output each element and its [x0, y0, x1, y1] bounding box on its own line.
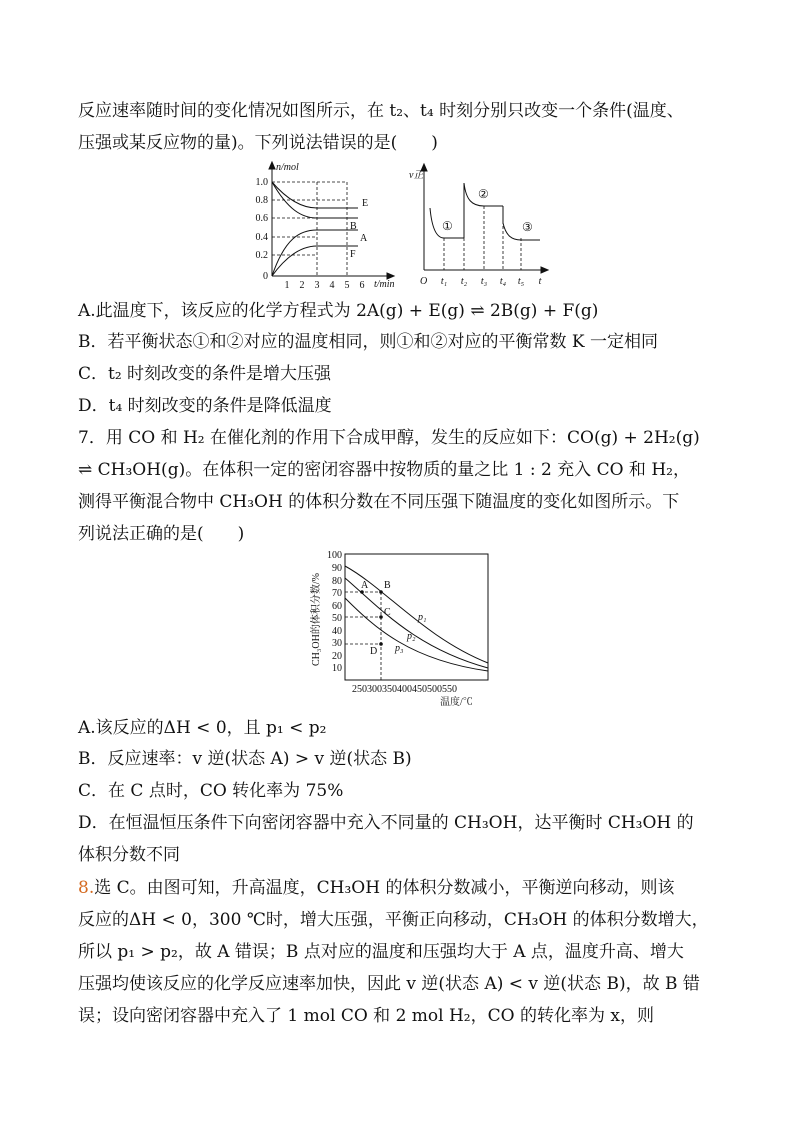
fig3-ytick: 80 [332, 576, 342, 587]
fig1-ytick: 1.0 [255, 177, 268, 188]
fig1-ytick: 0.4 [255, 232, 268, 243]
fig3-point-label: B [384, 580, 391, 591]
fig2-state-label: ③ [522, 220, 533, 234]
fig2-origin: O [420, 276, 428, 287]
fig3-point-label: D [370, 646, 378, 657]
answer-line-5: 误；设向密闭容器中充入了 1 mol CO 和 2 mol H₂，CO 的转化率为 x，则 [78, 1006, 654, 1026]
answer-line-2: 反应的ΔH < 0，300 ℃时，增大压强，平衡正向移动，CH₃OH 的体积分数增大， [78, 910, 709, 930]
fig1-curve-label: E [362, 198, 369, 209]
text-line-1: 反应速率随时间的变化情况如图所示，在 t₂、t₄ 时刻分别只改变一个条件(温度、 [78, 101, 684, 121]
fig1-xlabel: t/min [374, 279, 395, 288]
fig1-xtick: 2 [299, 280, 305, 288]
fig3-curve-label: p₁ [418, 612, 427, 623]
fig2-xtick: t₄ [499, 276, 507, 287]
fig1-ytick: 0 [263, 271, 268, 282]
figure-rate-vs-time [402, 158, 552, 288]
option-a-1: A.此温度下，该反应的化学方程式为 2A(g) + E(g) ⇌ 2B(g) + F(g) [78, 301, 599, 321]
fig1-ytick: 0.8 [255, 195, 268, 206]
fig3-ylabel: CH₃OH的体积分数/% [311, 573, 322, 666]
figure-amount-vs-time [250, 158, 410, 288]
question-7-line-1: 7．用 CO 和 H₂ 在催化剂的作用下合成甲醇，发生的反应如下：CO(g) + 2H₂(g) [78, 428, 700, 448]
answer-line-4: 压强均使该反应的化学反应速率加快，因此 v 逆(状态 A) < v 逆(状态 B)，故 B 错 [78, 974, 700, 994]
answer-number: 8. [78, 878, 95, 898]
fig3-ytick: 50 [332, 613, 342, 624]
fig3-ytick: 40 [332, 626, 342, 637]
fig3-ytick: 70 [332, 588, 342, 599]
fig1-ylabel: n/mol [276, 162, 299, 173]
fig3-ytick: 10 [332, 663, 342, 674]
fig1-curve-label: A [360, 233, 368, 244]
fig1-xtick: 6 [359, 280, 365, 288]
fig1-ytick: 0.6 [255, 213, 268, 224]
text-line-2: 压强或某反应物的量)。下列说法错误的是( ) [78, 133, 438, 153]
fig1-ytick: 0.2 [255, 250, 268, 261]
option-d-2: D．在恒温恒压条件下向密闭容器中充入不同量的 CH₃OH，达平衡时 CH₃OH 的 [78, 813, 694, 833]
answer-text-1: 选 C。由图可知，升高温度，CH₃OH 的体积分数减小，平衡逆向移动，则该 [94, 878, 675, 898]
fig1-xtick: 4 [329, 280, 335, 288]
fig1-xtick: 1 [284, 280, 290, 288]
answer-line-1 [78, 877, 674, 899]
question-7-line-2: ⇌ CH₃OH(g)。在体积一定的密闭容器中按物质的量之比 1 : 2 充入 CO 和 H₂， [78, 460, 690, 480]
option-c-2: C．在 C 点时，CO 转化率为 75% [78, 781, 344, 801]
fig3-point-label: C [384, 607, 391, 618]
fig3-xlabel: 温度/℃ [440, 697, 473, 708]
fig2-xtick: t₃ [480, 276, 488, 287]
fig2-xtick: t₅ [517, 276, 525, 287]
figure-methanol-fraction [305, 548, 505, 708]
fig1-xtick: 5 [344, 280, 350, 288]
fig3-ytick: 100 [327, 550, 342, 561]
fig1-curve-label: F [350, 249, 356, 260]
option-b-2: B．反应速率：v 逆(状态 A) > v 逆(状态 B) [78, 749, 412, 769]
question-7-line-4: 列说法正确的是( ) [78, 524, 245, 544]
answer-line-3: 所以 p₁ > p₂，故 A 错误；B 点对应的温度和压强均大于 A 点，温度升高、增大 [78, 942, 684, 962]
fig3-ytick: 90 [332, 563, 342, 574]
option-a-2: A.该反应的ΔH < 0，且 p₁ < p₂ [78, 718, 327, 738]
fig3-ytick: 60 [332, 601, 342, 612]
option-d-1: D．t₄ 时刻改变的条件是降低温度 [78, 396, 332, 416]
fig1-curve-label: B [350, 221, 357, 232]
fig3-point-label: A [361, 580, 369, 591]
fig3-ytick: 30 [332, 638, 342, 649]
fig2-state-label: ① [442, 219, 453, 233]
fig1-xtick: 3 [314, 280, 320, 288]
option-d-2-cont: 体积分数不同 [78, 845, 180, 865]
fig3-curve-label: p₃ [395, 643, 404, 654]
fig2-xtick: t [538, 276, 542, 287]
question-7-line-3: 测得平衡混合物中 CH₃OH 的体积分数在不同压强下随温度的变化如图所示。下 [78, 492, 680, 512]
fig3-ytick: 20 [332, 651, 342, 662]
fig2-xtick: t₁ [440, 276, 448, 287]
option-c-1: C．t₂ 时刻改变的条件是增大压强 [78, 364, 332, 384]
fig3-xticks: 250300350400450500550 [352, 684, 457, 695]
fig2-state-label: ② [478, 187, 489, 201]
option-b-1: B．若平衡状态①和②对应的温度相同，则①和②对应的平衡常数 K 一定相同 [78, 332, 658, 352]
fig2-ylabel: v正 [409, 170, 424, 181]
fig3-curve-label: p₂ [407, 631, 416, 642]
fig2-xtick: t₂ [460, 276, 468, 287]
